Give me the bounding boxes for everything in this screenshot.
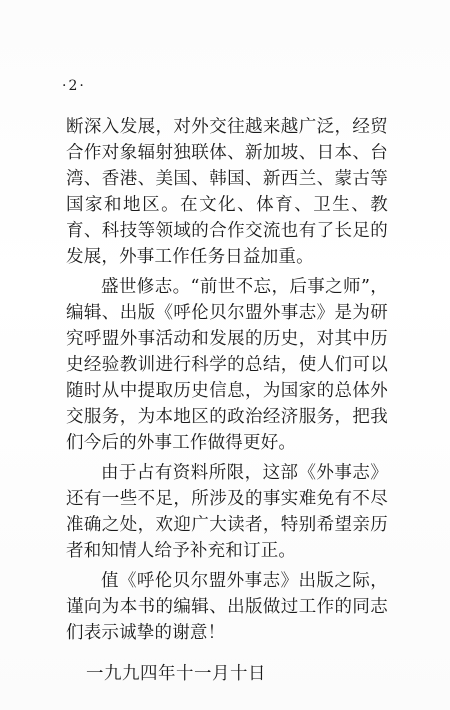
paragraph-limitations: 由于占有资料所限，这部《外事志》还有一些不足，所涉及的事实难免有不尽准确之处，欢迎广大读者，特别希望亲历者和知情人给予补充和订正。 (66, 463, 388, 561)
paragraph-thanks: 值《呼伦贝尔盟外事志》出版之际，谨向为本书的编辑、出版做过工作的同志们表示诚挚的谢意！ (66, 571, 388, 643)
page-number: ·2· (62, 78, 86, 94)
signature-date: 一九九四年十一月十日 (86, 664, 266, 684)
paragraph-continued: 断深入发展，对外交往越来越广泛，经贸合作对象辐射独联体、新加坡、日本、台湾、香港、美国、韩国、新西兰、蒙古等国家和地区。在文化、体育、卫生、教育、科技等领域的合作交流也有了长足的发展，外事工作任务日益加重。 (66, 117, 388, 267)
body-text (66, 114, 388, 646)
paragraph-purpose: 盛世修志。“前世不忘，后事之师”，编辑、出版《呼伦贝尔盟外事志》是为研究呼盟外事活动和发展的历史，对其中历史经验教训进行科学的总结，使人们可以随时从中提取历史信息，为国家的总体外交服务，为本地区的政治经济服务，把我们今后的外事工作做得更好。 (66, 277, 388, 453)
